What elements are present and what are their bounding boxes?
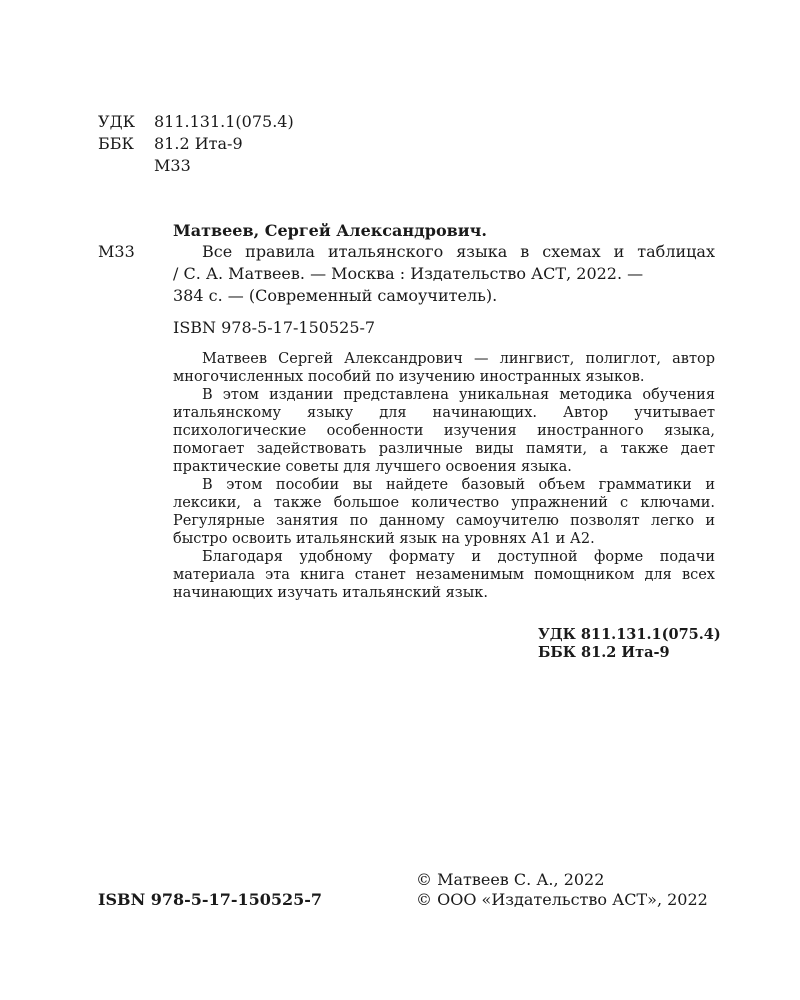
udk-value: 811.131.1(075.4): [154, 112, 294, 131]
isbn-footer: ISBN 978-5-17-150525-7: [98, 890, 323, 909]
record-author: Матвеев, Сергей Александрович.: [173, 221, 487, 240]
record-title-line: Все правила итальянского языка в схемах и таблицах: [202, 242, 715, 261]
bbk-summary: ББК 81.2 Ита-9: [538, 644, 670, 661]
annotation-paragraph: В этом издании представлена уникальная методика обучения итальянскому языку для начинающих. Автор учитывает психологические особенности изучения иностранного языка, помогает задействовать различные виды памяти, а также дает практические советы для лучшего освоения языка.: [173, 387, 715, 475]
record-series-line: 384 с. — (Современный самоучитель).: [173, 286, 498, 305]
bbk-label: ББК: [98, 134, 134, 153]
bibliographic-record: [98, 241, 715, 307]
record-author-mark: М33: [98, 242, 135, 261]
bbk-value: 81.2 Ита-9: [154, 134, 243, 153]
annotation: [173, 350, 715, 602]
annotation-paragraph: Благодаря удобному формату и доступной форме подачи материала эта книга станет незаменимым помощником для всех начинающих изучать итальянский язык.: [173, 549, 715, 601]
isbn: ISBN 978-5-17-150525-7: [173, 318, 376, 337]
author-mark: М33: [154, 156, 191, 175]
record-imprint-line: / С. А. Матвеев. — Москва : Издательство АСТ, 2022. —: [173, 264, 644, 283]
udk-row: [98, 111, 294, 133]
copyright-block: [416, 870, 708, 910]
annotation-paragraph: Матвеев Сергей Александрович — лингвист, полиглот, автор многочисленных пособий по изучению иностранных языков.: [173, 351, 715, 385]
udk-summary: УДК 811.131.1(075.4): [538, 626, 721, 643]
udk-label: УДК: [98, 112, 135, 131]
classification-codes: [98, 111, 294, 177]
author-mark-row: [98, 155, 294, 177]
annotation-paragraph: В этом пособии вы найдете базовый объем грамматики и лексики, а также большое количество упражнений с ключами. Регулярные занятия по данному самоучителю позволят легко и быстро освоить итальянский язык на уровнях А1 и А2.: [173, 477, 715, 547]
bbk-row: [98, 133, 294, 155]
classification-codes-summary: [538, 626, 721, 662]
copyright-author: © Матвеев С. А., 2022: [416, 870, 605, 889]
copyright-publisher: © ООО «Издательство АСТ», 2022: [416, 890, 708, 909]
